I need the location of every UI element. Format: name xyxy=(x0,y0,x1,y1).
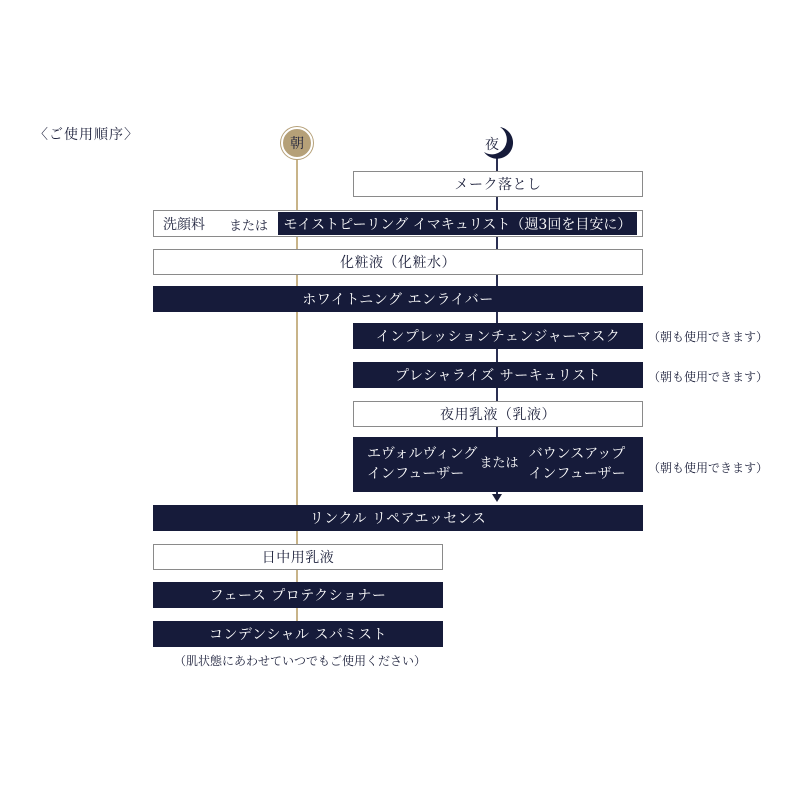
step-mist xyxy=(153,621,443,647)
step-protector xyxy=(153,582,443,608)
infuser-right-line2: インフューザー xyxy=(528,466,626,482)
step-makeup-remover xyxy=(353,171,643,197)
step-label: コンデンシャル スパミスト xyxy=(208,627,388,643)
infuser-right-line1: バウンスアップ xyxy=(528,446,626,462)
cleanser-label: 洗顔料 xyxy=(163,217,205,233)
infuser-left-line2: インフューザー xyxy=(367,466,465,482)
step-label: インプレッションチェンジャーマスク xyxy=(375,329,621,345)
step-night-emulsion xyxy=(353,401,643,427)
step-whitening xyxy=(153,286,643,312)
step-label: 化粧液（化粧水） xyxy=(340,255,456,271)
step-label: フェース プロテクショナー xyxy=(209,588,387,604)
morning-label: 朝 xyxy=(290,136,304,152)
step-infuser xyxy=(353,437,643,492)
night-arrow-head xyxy=(492,494,502,502)
step-serum xyxy=(353,362,643,388)
infuser-or: または xyxy=(479,456,519,471)
infuser-note: （朝も使用できます） xyxy=(648,461,769,475)
crescent-moon-icon xyxy=(478,124,518,162)
infuser-left-line1: エヴォルヴィング xyxy=(367,446,478,462)
step-wrinkle xyxy=(153,505,643,531)
step-day-emulsion xyxy=(153,544,443,570)
step-label: 日中用乳液 xyxy=(261,550,335,566)
step-mask xyxy=(353,323,643,349)
step-label: 夜用乳液（乳液） xyxy=(440,407,556,423)
step-label: ホワイトニング エンライバー xyxy=(302,292,494,308)
cleanser-or: または xyxy=(229,219,269,234)
step-lotion xyxy=(153,249,643,275)
serum-note: （朝も使用できます） xyxy=(648,370,769,384)
mist-note: （肌状態にあわせていつでもご使用ください） xyxy=(173,654,426,668)
step-label: メーク落とし xyxy=(454,177,542,193)
step-moist-peeling xyxy=(278,212,637,235)
night-label: 夜 xyxy=(485,137,499,153)
mask-note: （朝も使用できます） xyxy=(648,330,769,344)
step-label: モイストピーリング イマキュリスト（週3回を目安に） xyxy=(283,216,632,233)
step-label: リンクル リペアエッセンス xyxy=(309,511,487,527)
step-label: プレシャライズ サーキュリスト xyxy=(395,368,601,384)
sun-circle-icon xyxy=(281,127,313,159)
usage-order-heading: 〈ご使用順序〉 xyxy=(34,127,139,143)
